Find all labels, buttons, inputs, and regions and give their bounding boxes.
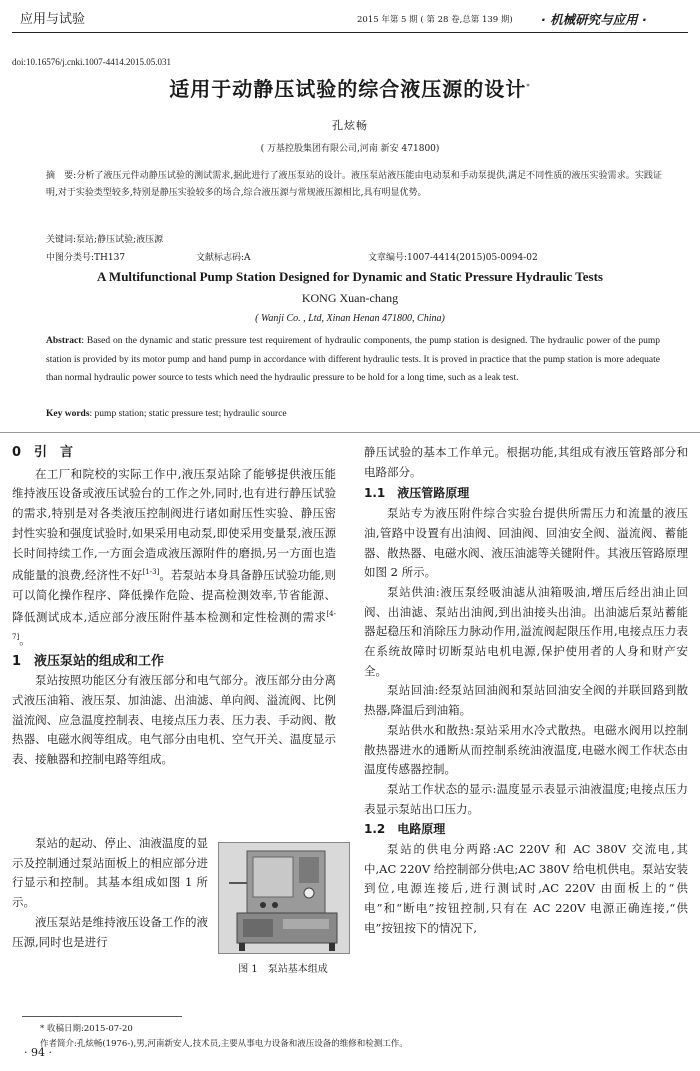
section-1-1-heading: 1.1 液压管路原理 <box>364 486 470 501</box>
section-1-1-paragraph-4: 泵站供水和散热:泵站采用水冷式散热。电磁水阀用以控制散热器进水的通断从而控制系统油液温度,电磁水阀工作状态由温度传感器控制。 <box>364 722 688 777</box>
doi: doi:10.16576/j.cnki.1007-4414.2015.05.031 <box>12 57 171 67</box>
keywords-cn: 关键词:泵站;静压试验;液压源 <box>46 235 164 245</box>
page-number: · 94 · <box>24 1046 52 1059</box>
section-0-heading: 0 引 言 <box>12 445 74 460</box>
section-1-2-heading: 1.2 电路原理 <box>364 822 446 837</box>
section-1-1-paragraph-2: 泵站供油:液压泵经吸油滤从油箱吸油,增压后经出油止回阀、出油滤、泵站出油阀,到出油接头出油。出油滤后泵站蓄能器起稳压和消除压力脉动作用,溢流阀起限压作用,电接点压力表在系统故障时切断泵站电机电源,保护使用者的人身和财产安全。 <box>364 584 688 678</box>
section-1-2-paragraph-1: 泵站的供电分两路:AC 220V 和 AC 380V 交流电,其中,AC 220V 给控制部分供电;AC 380V 给电机供电。泵站安装到位,电源连接后,进行测试时,AC 220V 由面板上的“供电”和“断电”按钮控制,只有在 AC 220V 电源正确连接,“供电”按钮按下的情况下, <box>364 842 688 935</box>
author: 孔炫畅 <box>332 119 368 132</box>
section-1-heading: 1 液压泵站的组成和工作 <box>12 653 165 669</box>
figure-1-photo <box>218 842 350 954</box>
paper-title: 适用于动静压试验的综合液压源的设计* <box>169 77 531 101</box>
continued-paragraph: 静压试验的基本工作单元。根据功能,其组成有液压管路部分和电路部分。 <box>364 445 688 479</box>
class-number: 中图分类号:TH137 <box>46 253 126 263</box>
figure-1-caption: 图 1 泵站基本组成 <box>238 964 328 975</box>
left-column-wrap <box>12 834 208 952</box>
abstract-text: : Based on the dynamic and static pressure test requirement of hydraulic components, the pump station is designed. The hydraulic power of the pump station is provided by its motor pump and hand pump in accordance with different hydraulic tests. It is proved in practice that the pump station is more adequate than normal hydraulic power source to tests which need the hydraulic pressure to be hold for a long time, such as a leak test. <box>46 336 660 383</box>
running-header-section: 应用与试验 <box>20 12 86 27</box>
section-1-paragraph-2: 泵站的起动、停止、油液温度的显示及控制通过泵站面板上的相应部分进行显示和控制。其基本组成如图 1 所示。 <box>12 836 208 910</box>
footnote-rule <box>22 1016 182 1017</box>
affiliation: ( 万基控股集团有限公司,河南 新安 471800) <box>260 144 440 154</box>
footnote-author: 作者简介:孔炫畅(1976-),男,河南新安人,技术员,主要从事电力设备和液压设备的维修和检测工作。 <box>40 1039 408 1049</box>
right-column <box>364 443 688 939</box>
document-code: 文献标志码:A <box>196 253 251 263</box>
english-affiliation: ( Wanji Co. , Ltd, Xinan Henan 471800, China) <box>255 313 445 324</box>
english-author: KONG Xuan-chang <box>301 291 399 305</box>
left-column-top <box>12 443 336 770</box>
section-0-paragraph: 在工厂和院校的实际工作中,液压泵站除了能够提供液压能维持液压设备或液压试验台的工作之外,同时,也有进行静压试验的需求,特别是对各类液压控制阀进行诸如耐压性实验、静压密封性实验和强度试验时,如果采用电动泵,即使采用变量泵,液压源长时间持续工作,一方面会造成液压源附件的磨损,另一方面也造成能量的浪费,经济性不好[1-3]。若泵站本身具备静压试验功能,则可以简化操作程序、降低操作危险、提高检测效率,节省能源、降低测试成本,适应部分液压附件基本检测和定性检测的需求[4-7]。 <box>12 466 336 647</box>
section-1-1-paragraph-3: 泵站回油:经泵站回油阀和泵站回油安全阀的并联回路到散热器,降温后到油箱。 <box>364 683 688 718</box>
citation: [4-7] <box>12 610 336 641</box>
english-abstract <box>46 332 660 388</box>
title-footnote-mark: * <box>526 82 531 91</box>
running-header-journal: · 机械研究与应用 · <box>541 12 647 27</box>
section-separator <box>0 432 700 433</box>
section-1-1-paragraph-5: 泵站工作状态的显示:温度显示表显示油液温度;电接点压力表显示泵站出口压力。 <box>364 781 688 816</box>
article-number: 文章编号:1007-4414(2015)05-0094-02 <box>368 253 538 263</box>
footnote-received: * 收稿日期:2015-07-20 <box>40 1024 133 1034</box>
header-rule <box>12 32 688 33</box>
english-keywords <box>46 409 287 419</box>
running-header-issue: 2015 年第 5 期 ( 第 28 卷,总第 139 期) <box>357 15 513 25</box>
abstract-label: Abstract <box>46 336 82 346</box>
section-1-paragraph-1: 泵站按照功能区分有液压部分和电气部分。液压部分由分离式液压油箱、液压泵、加油滤、出油滤、单向阀、溢流阀、比例溢流阀、应急温度控制表、电接点压力表、压力表、手动阀、散热器、电磁水阀等组成。电气部分由电机、空气开关、温度显示表、接触器和控制电路等组成。 <box>12 673 336 767</box>
keywords-text: : pump station; static pressure test; hydraulic source <box>89 409 287 419</box>
english-title: A Multifunctional Pump Station Designed for Dynamic and Static Pressure Hydraulic Tests <box>97 269 603 284</box>
abstract-cn: 摘 要:分析了液压元件动静压试验的测试需求,据此进行了液压泵站的设计。液压泵站液压能由电动泵和手动泵提供,满足不同性质的液压实验需求。实践证明,对于实验类型较多,特别是静压实验较多的场合,综合液压源与常规液压源相比,具有明显优势。 <box>46 171 662 198</box>
citation: [1-3] <box>142 568 160 577</box>
section-1-paragraph-3: 液压泵站是维持液压设备工作的液压源,同时也是进行 <box>12 914 208 949</box>
keywords-label: Key words <box>46 409 90 419</box>
section-1-1-paragraph-1: 泵站专为液压附件综合实验台提供所需压力和流量的液压油,管路中设置有出油阀、回油阀、回油安全阀、溢流阀、蓄能器、散热器、电磁水阀、液压油滤等关键附件。其液压管路原理如图 2 所示。 <box>364 506 688 580</box>
